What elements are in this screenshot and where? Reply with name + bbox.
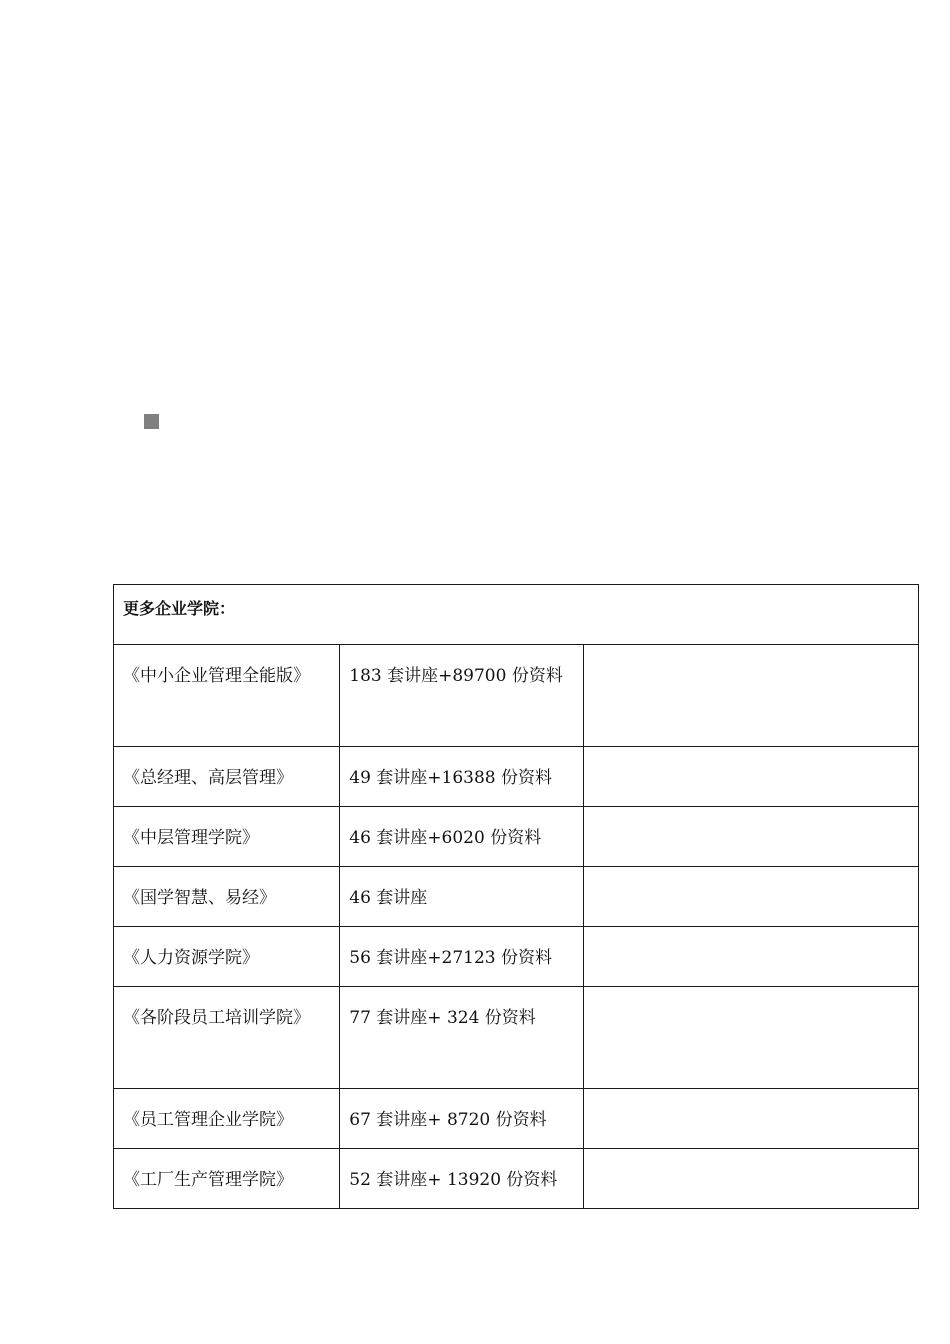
course-detail: 67 套讲座+ 8720 份资料 xyxy=(340,1089,583,1149)
table-row xyxy=(114,807,919,867)
table-row xyxy=(114,987,919,1089)
course-extra xyxy=(583,1149,918,1209)
bullet-square-icon xyxy=(144,414,159,429)
course-detail: 56 套讲座+27123 份资料 xyxy=(340,927,583,987)
table-header: 更多企业学院： xyxy=(114,585,919,645)
table-header-row xyxy=(114,585,919,645)
course-name: 《总经理、高层管理》 xyxy=(114,747,340,807)
course-detail: 183 套讲座+89700 份资料 xyxy=(340,645,583,747)
course-name: 《工厂生产管理学院》 xyxy=(114,1149,340,1209)
course-name: 《各阶段员工培训学院》 xyxy=(114,987,340,1089)
table-row xyxy=(114,1149,919,1209)
course-extra xyxy=(583,1089,918,1149)
course-extra xyxy=(583,987,918,1089)
course-name: 《中小企业管理全能版》 xyxy=(114,645,340,747)
course-detail: 49 套讲座+16388 份资料 xyxy=(340,747,583,807)
course-extra xyxy=(583,807,918,867)
academy-table xyxy=(113,584,919,1209)
course-detail: 77 套讲座+ 324 份资料 xyxy=(340,987,583,1089)
course-extra xyxy=(583,927,918,987)
course-extra xyxy=(583,747,918,807)
table-row xyxy=(114,927,919,987)
course-detail: 52 套讲座+ 13920 份资料 xyxy=(340,1149,583,1209)
table-row xyxy=(114,867,919,927)
course-detail: 46 套讲座 xyxy=(340,867,583,927)
course-extra xyxy=(583,867,918,927)
course-name: 《国学智慧、易经》 xyxy=(114,867,340,927)
table-row xyxy=(114,1089,919,1149)
course-name: 《员工管理企业学院》 xyxy=(114,1089,340,1149)
course-name: 《人力资源学院》 xyxy=(114,927,340,987)
table-row xyxy=(114,645,919,747)
course-name: 《中层管理学院》 xyxy=(114,807,340,867)
course-extra xyxy=(583,645,918,747)
course-detail: 46 套讲座+6020 份资料 xyxy=(340,807,583,867)
table-row xyxy=(114,747,919,807)
